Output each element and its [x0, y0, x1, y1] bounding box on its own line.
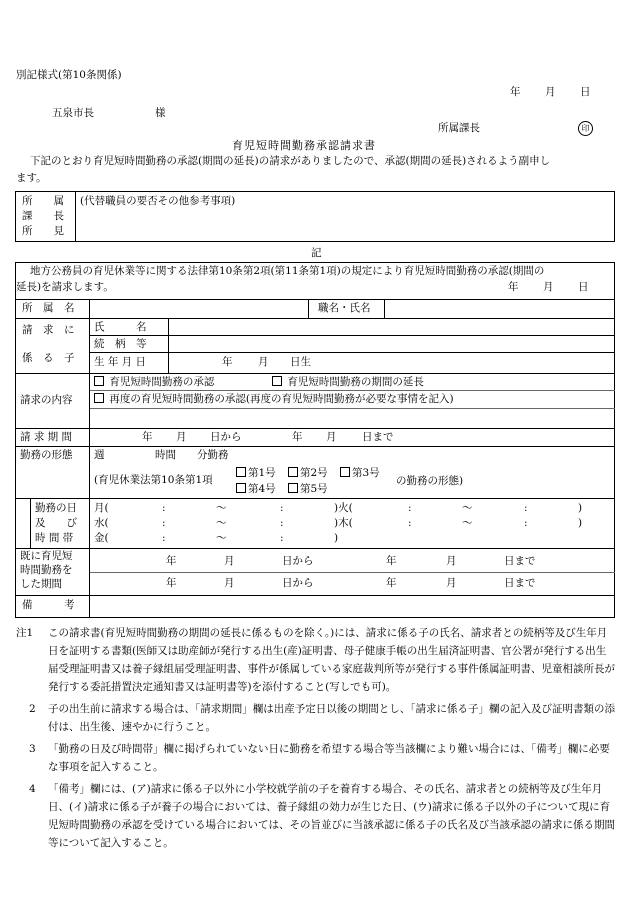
day-colon: :	[280, 502, 284, 514]
day-tilde: 〜	[216, 517, 227, 529]
prior-1-year: 年	[166, 555, 177, 567]
day-close: )	[578, 517, 583, 529]
prior-2-month2: 月	[446, 577, 457, 589]
days-label-1: 勤務の日	[35, 502, 77, 514]
note-1-text: この請求書(育児短時間勤務の期間の延長に係るものを除く。)には、請求に係る子の氏名、請求者との続柄等及び生年月日を証明する書類(医師又は助産師が発行する出生(産)証明書、母子健康手帳の出生届済証明書、官公署が発行する出生届受理証明書又は養子縁組届受理証明書、事件が係属している家庭裁判所等が発行する事件係属証明書、児童相談所長が発行する委託措置決定通知書又は証明書等)を添付すること(写しでも可)。	[48, 627, 615, 693]
prior-1-month: 月	[224, 555, 235, 567]
prior-2-year2: 年	[386, 577, 397, 589]
seal-mark: 印	[578, 121, 593, 136]
prior-2-to: 日まで	[504, 577, 536, 589]
section-chief-label: 所属課長	[438, 122, 480, 134]
checkbox-icon[interactable]	[236, 483, 246, 493]
note-3-num: 3	[29, 743, 36, 755]
statement-line-2: 延長)を請求します。	[16, 281, 114, 293]
note-4-text: 「備考」欄には、(ア)請求に係る子以外に小学校就学前の子を養育する場合、その氏名、請求者との続柄等及び生年月日、(イ)請求に係る子が養子の場合においては、養子縁組の効力が生じた日、(ウ)請求に係る子以外の子について現に育児短時間勤務の承認を受けている場合においては、その旨並びに当該承認に係る子の氏名及び当該承認の請求に係る期間等について記入すること。	[48, 783, 615, 849]
period-from-year: 年	[142, 431, 153, 443]
day-colon: :	[408, 502, 412, 514]
period-from-month: 月	[176, 431, 187, 443]
days-label-3: 時 間 帯	[35, 532, 74, 544]
chief-label-2: 課 長	[22, 210, 64, 222]
day-colon: :	[162, 517, 166, 529]
day-colon: :	[524, 502, 528, 514]
prior-label-3: した期間	[20, 578, 62, 590]
work-item-3[interactable]	[340, 467, 380, 480]
period-to-year: 年	[292, 431, 303, 443]
intro-line-1: 下記のとおり育児短時間勤務の承認(期間の延長)の請求がありましたので、承認(期間の延長)されるよう副申し	[30, 155, 551, 167]
period-from: 日から	[210, 431, 242, 443]
day-colon: :	[280, 517, 284, 529]
work-item-1[interactable]	[236, 467, 276, 480]
day-tue: )火(	[334, 502, 353, 514]
work-item-5-label: 第5号	[300, 483, 328, 495]
date-year: 年	[510, 86, 521, 98]
checkbox-icon[interactable]	[94, 393, 104, 403]
form-title: 育児短時間勤務承認請求書	[232, 139, 376, 152]
chief-label-1: 所 属	[22, 195, 64, 207]
period-to-month: 月	[326, 431, 337, 443]
request-label: 請求の内容	[20, 394, 73, 406]
note-4-num: 4	[29, 783, 36, 795]
request-option-2-label: 育児短時間勤務の期間の延長	[287, 376, 424, 388]
period-to: 日まで	[362, 431, 394, 443]
day-colon: :	[162, 532, 166, 544]
day-tilde: 〜	[462, 517, 473, 529]
request-option-1[interactable]	[94, 376, 214, 389]
statement-day: 日	[578, 281, 589, 293]
day-tilde: 〜	[216, 502, 227, 514]
request-option-1-label: 育児短時間勤務の承認	[109, 376, 215, 388]
form-number: 別記様式(第10条関係)	[16, 69, 122, 81]
child-birth-label: 生 年 月 日	[94, 356, 147, 368]
work-item-5[interactable]	[288, 483, 328, 496]
prior-2-month: 月	[224, 577, 235, 589]
ki-label: 記	[311, 247, 322, 259]
child-name-label: 氏 名	[94, 321, 147, 333]
prior-label-2: 時間勤務を	[20, 564, 73, 576]
prior-1-from: 日から	[282, 555, 314, 567]
checkbox-icon[interactable]	[340, 467, 350, 477]
statement-line-1: 地方公務員の育児休業等に関する法律第10条第2項(第11条第1項)の規定により育児短時間勤務の承認(期間の	[30, 265, 545, 277]
day-close: )	[578, 502, 583, 514]
work-hours: 時間	[155, 449, 176, 461]
days-label-2: 及 び	[35, 517, 77, 529]
prior-1-month2: 月	[446, 555, 457, 567]
prior-2-year: 年	[166, 577, 177, 589]
addressee-mayor: 五泉市長	[52, 107, 94, 119]
date-day: 日	[580, 86, 591, 98]
birth-year: 年	[222, 356, 233, 368]
note-1-num: 注1	[16, 627, 34, 639]
note-2-text: 子の出生前に請求する場合は、「請求期間」欄は出産予定日以後の期間とし、「請求に係る子」欄の記入及び証明書類の添付は、出生後、速やかに行うこと。	[48, 703, 615, 733]
day-colon: :	[162, 502, 166, 514]
statement-month: 月	[543, 281, 554, 293]
day-colon: :	[524, 517, 528, 529]
day-thu: )木(	[334, 517, 353, 529]
child-relation-label: 続 柄 等	[94, 338, 147, 350]
position-name-label: 職名・氏名	[318, 302, 371, 314]
day-colon: :	[280, 532, 284, 544]
checkbox-icon[interactable]	[272, 376, 282, 386]
child-label-2: 係 る 子	[22, 352, 75, 364]
date-month: 月	[545, 86, 556, 98]
work-suffix: の勤務の形態)	[396, 475, 464, 487]
work-item-4[interactable]	[236, 483, 276, 496]
birth-day: 日生	[290, 356, 311, 368]
request-option-3[interactable]	[94, 393, 454, 406]
work-item-4-label: 第4号	[248, 483, 276, 495]
note-3-text: 「勤務の日及び時間帯」欄に掲げられていない日に勤務を希望する場合等当該欄により難い場合には、「備考」欄に必要な事項を記入すること。	[48, 743, 610, 773]
prior-1-to: 日まで	[504, 555, 536, 567]
day-tilde: 〜	[216, 532, 227, 544]
work-week: 週	[94, 449, 105, 461]
work-minutes: 分勤務	[197, 449, 229, 461]
day-tilde: 〜	[462, 502, 473, 514]
request-option-2[interactable]	[272, 376, 424, 389]
prior-1-year2: 年	[386, 555, 397, 567]
birth-month: 月	[258, 356, 269, 368]
chief-note: (代替職員の要否その他参考事項)	[80, 195, 236, 207]
work-item-1-label: 第1号	[248, 467, 276, 479]
period-label: 請 求 期 間	[20, 431, 73, 443]
prior-label-1: 既に育児短	[20, 550, 73, 562]
day-fri: 金(	[94, 532, 109, 544]
prior-2-from: 日から	[282, 577, 314, 589]
work-form-label: 勤務の形態	[20, 449, 73, 461]
work-item-3-label: 第3号	[352, 467, 380, 479]
day-colon: :	[408, 517, 412, 529]
note-2-num: 2	[29, 703, 36, 715]
intro-line-2: ます。	[16, 172, 47, 184]
work-law: (育児休業法第10条第1項	[94, 474, 213, 486]
statement-year: 年	[508, 281, 519, 293]
checkbox-icon[interactable]	[288, 467, 298, 477]
request-option-3-label: 再度の育児短時間勤務の承認(再度の育児短時間勤務が必要な事情を記入)	[109, 393, 454, 405]
checkbox-icon[interactable]	[288, 483, 298, 493]
day-wed: 水(	[94, 517, 109, 529]
affiliation-label: 所 属 名	[22, 302, 75, 314]
checkbox-icon[interactable]	[94, 376, 104, 386]
notes-section	[16, 624, 616, 852]
work-item-2-label: 第2号	[300, 467, 328, 479]
work-item-2[interactable]	[288, 467, 328, 480]
day-mon: 月(	[94, 502, 109, 514]
addressee-sama: 様	[155, 107, 166, 119]
chief-label-3: 所 見	[22, 225, 64, 237]
day-fri-close: )	[334, 532, 339, 544]
child-label-1: 請 求 に	[22, 324, 75, 336]
checkbox-icon[interactable]	[236, 467, 246, 477]
remarks-label: 備 考	[22, 599, 75, 611]
